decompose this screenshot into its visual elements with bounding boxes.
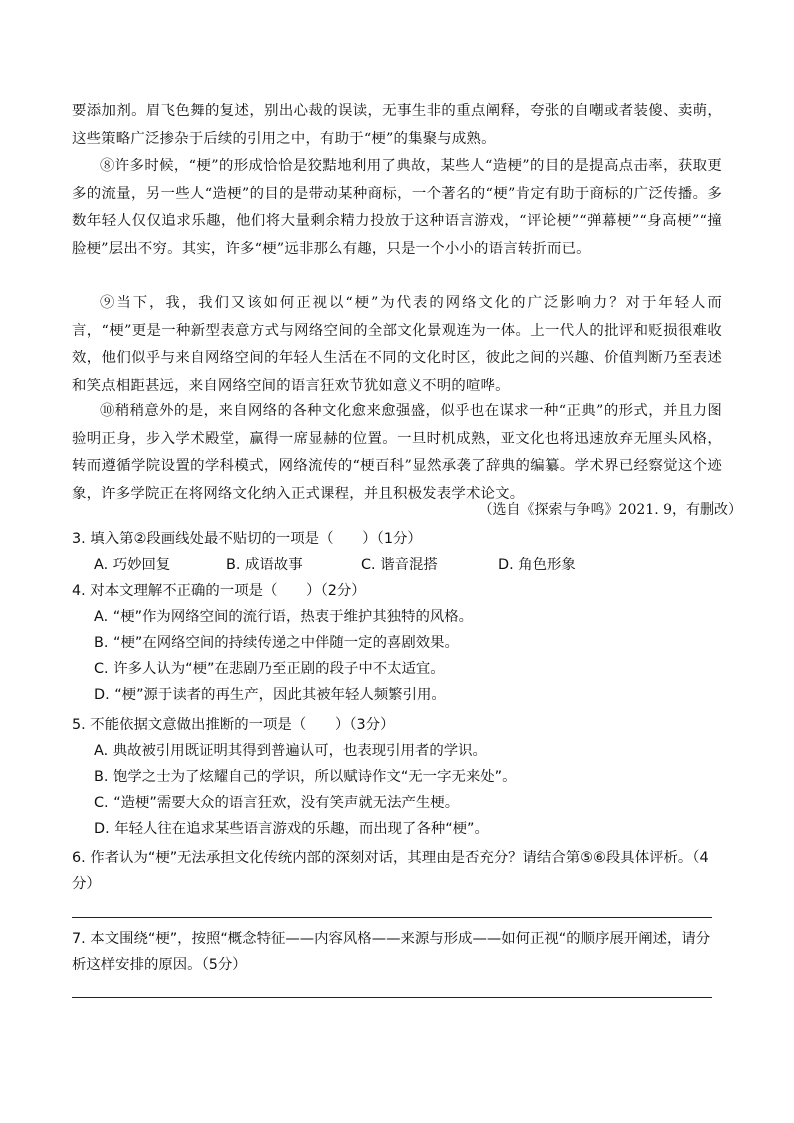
question-stem: 3. 填入第②段画线处最不贴切的一项是（ ）（1分） [72, 531, 422, 547]
option-d: D. 年轻人往在追求某些语言游戏的乐趣，而出现了各种“梗”。 [94, 821, 489, 837]
question-stem: 4. 对本文理解不正确的一项是（ ）（2分） [72, 583, 366, 599]
question-4 [72, 578, 722, 708]
option-a: A. “梗”作为网络空间的流行语，热衷于维护其独特的风格。 [94, 609, 474, 625]
option-d: D. “梗”源于读者的再生产，因此其被年轻人频繁引用。 [94, 687, 446, 703]
option-b: B. “梗”在网络空间的持续传递之中伴随一定的喜剧效果。 [94, 635, 459, 651]
question-stem: 7. 本文围绕“梗”，按照“概念特征——内容风格——来源与形成——如何正视“的顺序展开阐述，请分析这样安排的原因。（5分） [72, 931, 711, 973]
option-a: A. 巧妙回复 [94, 557, 171, 573]
answer-line-q7[interactable] [72, 997, 712, 998]
option-c: C. “造梗”需要大众的语言狂欢，没有笑声就无法产生梗。 [94, 795, 460, 811]
source-citation: （选自《探索与争鸣》2021. 9，有删改） [478, 502, 742, 518]
passage-paragraph-9: ⑨当下，我，我们又该如何正视以“梗”为代表的网络文化的广泛影响力？对于年轻人而言，“梗”更是一种新型表意方式与网络空间的全部文化景观连为一体。上一代人的批评和贬损很难收效，他们似乎与来自网络空间的年轻人生活在不同的文化时区，彼此之间的兴趣、价值判断乃至表述和笑点相距甚远，来自网络空间的语言狂欢节犹如意义不明的喧哗。 [72, 295, 722, 394]
passage-paragraph-8: ⑧许多时候，“梗”的形成恰恰是狡黠地利用了典故，某些人“造梗”的目的是提高点击率，获取更多的流量，另一些人“造梗”的目的是带动某种商标，一个著名的“梗”肯定有助于商标的广泛传播。多数年轻人仅仅追求乐趣，他们将大量剩余精力投放于这种语言游戏，“评论梗”“弹幕梗”“身高梗”“撞脸梗”层出不穷。其实，许多“梗”远非那么有趣，只是一个小小的语言转折而已。 [72, 158, 722, 257]
option-c: C. 谐音混搭 [361, 557, 438, 573]
answer-line-q6[interactable] [72, 917, 712, 918]
option-d: D. 角色形象 [498, 557, 576, 573]
option-a: A. 典故被引用既证明其得到普遍认可，也表现引用者的学识。 [94, 743, 487, 759]
question-3 [72, 526, 722, 578]
passage-paragraph-10: ⑩稍稍意外的是，来自网络的各种文化愈来愈强盛，似乎也在谋求一种“正典”的形式，并且力图验明正身，步入学术殿堂，赢得一席显赫的位置。一旦时机成熟，亚文化也将迅速放弃无厘头风格，转而遵循学院设置的学科模式，网络流传的“梗百科”显然承袭了辞典的编纂。学术界已经察觉这个迹象，许多学院正在将网络文化纳入正式课程，并且积极发表学术论文。 [72, 403, 722, 502]
question-7 [72, 926, 722, 978]
option-c: C. 许多人认为“梗”在悲剧乃至正剧的段子中不太适宜。 [94, 661, 445, 677]
question-5 [72, 712, 722, 842]
option-b: B. 饱学之士为了炫耀自己的学识，所以赋诗作文“无一字无来处”。 [94, 769, 517, 785]
question-6 [72, 845, 722, 897]
question-stem: 5. 不能依据文意做出推断的一项是（ ）（3分） [72, 717, 395, 733]
option-row [72, 552, 722, 578]
option-b: B. 成语故事 [226, 557, 303, 573]
passage-paragraph-1: 要添加剂。眉飞色舞的复述，别出心裁的误读，无事生非的重点阐释，夸张的自嘲或者装傻、卖萌，这些策略广泛掺杂于后续的引用之中，有助于“梗”的集聚与成熟。 [72, 103, 722, 147]
question-stem: 6. 作者认为“梗”无法承担文化传统内部的深刻对话，其理由是否充分？请结合第⑤⑥段具体评析。（4分） [72, 850, 709, 892]
